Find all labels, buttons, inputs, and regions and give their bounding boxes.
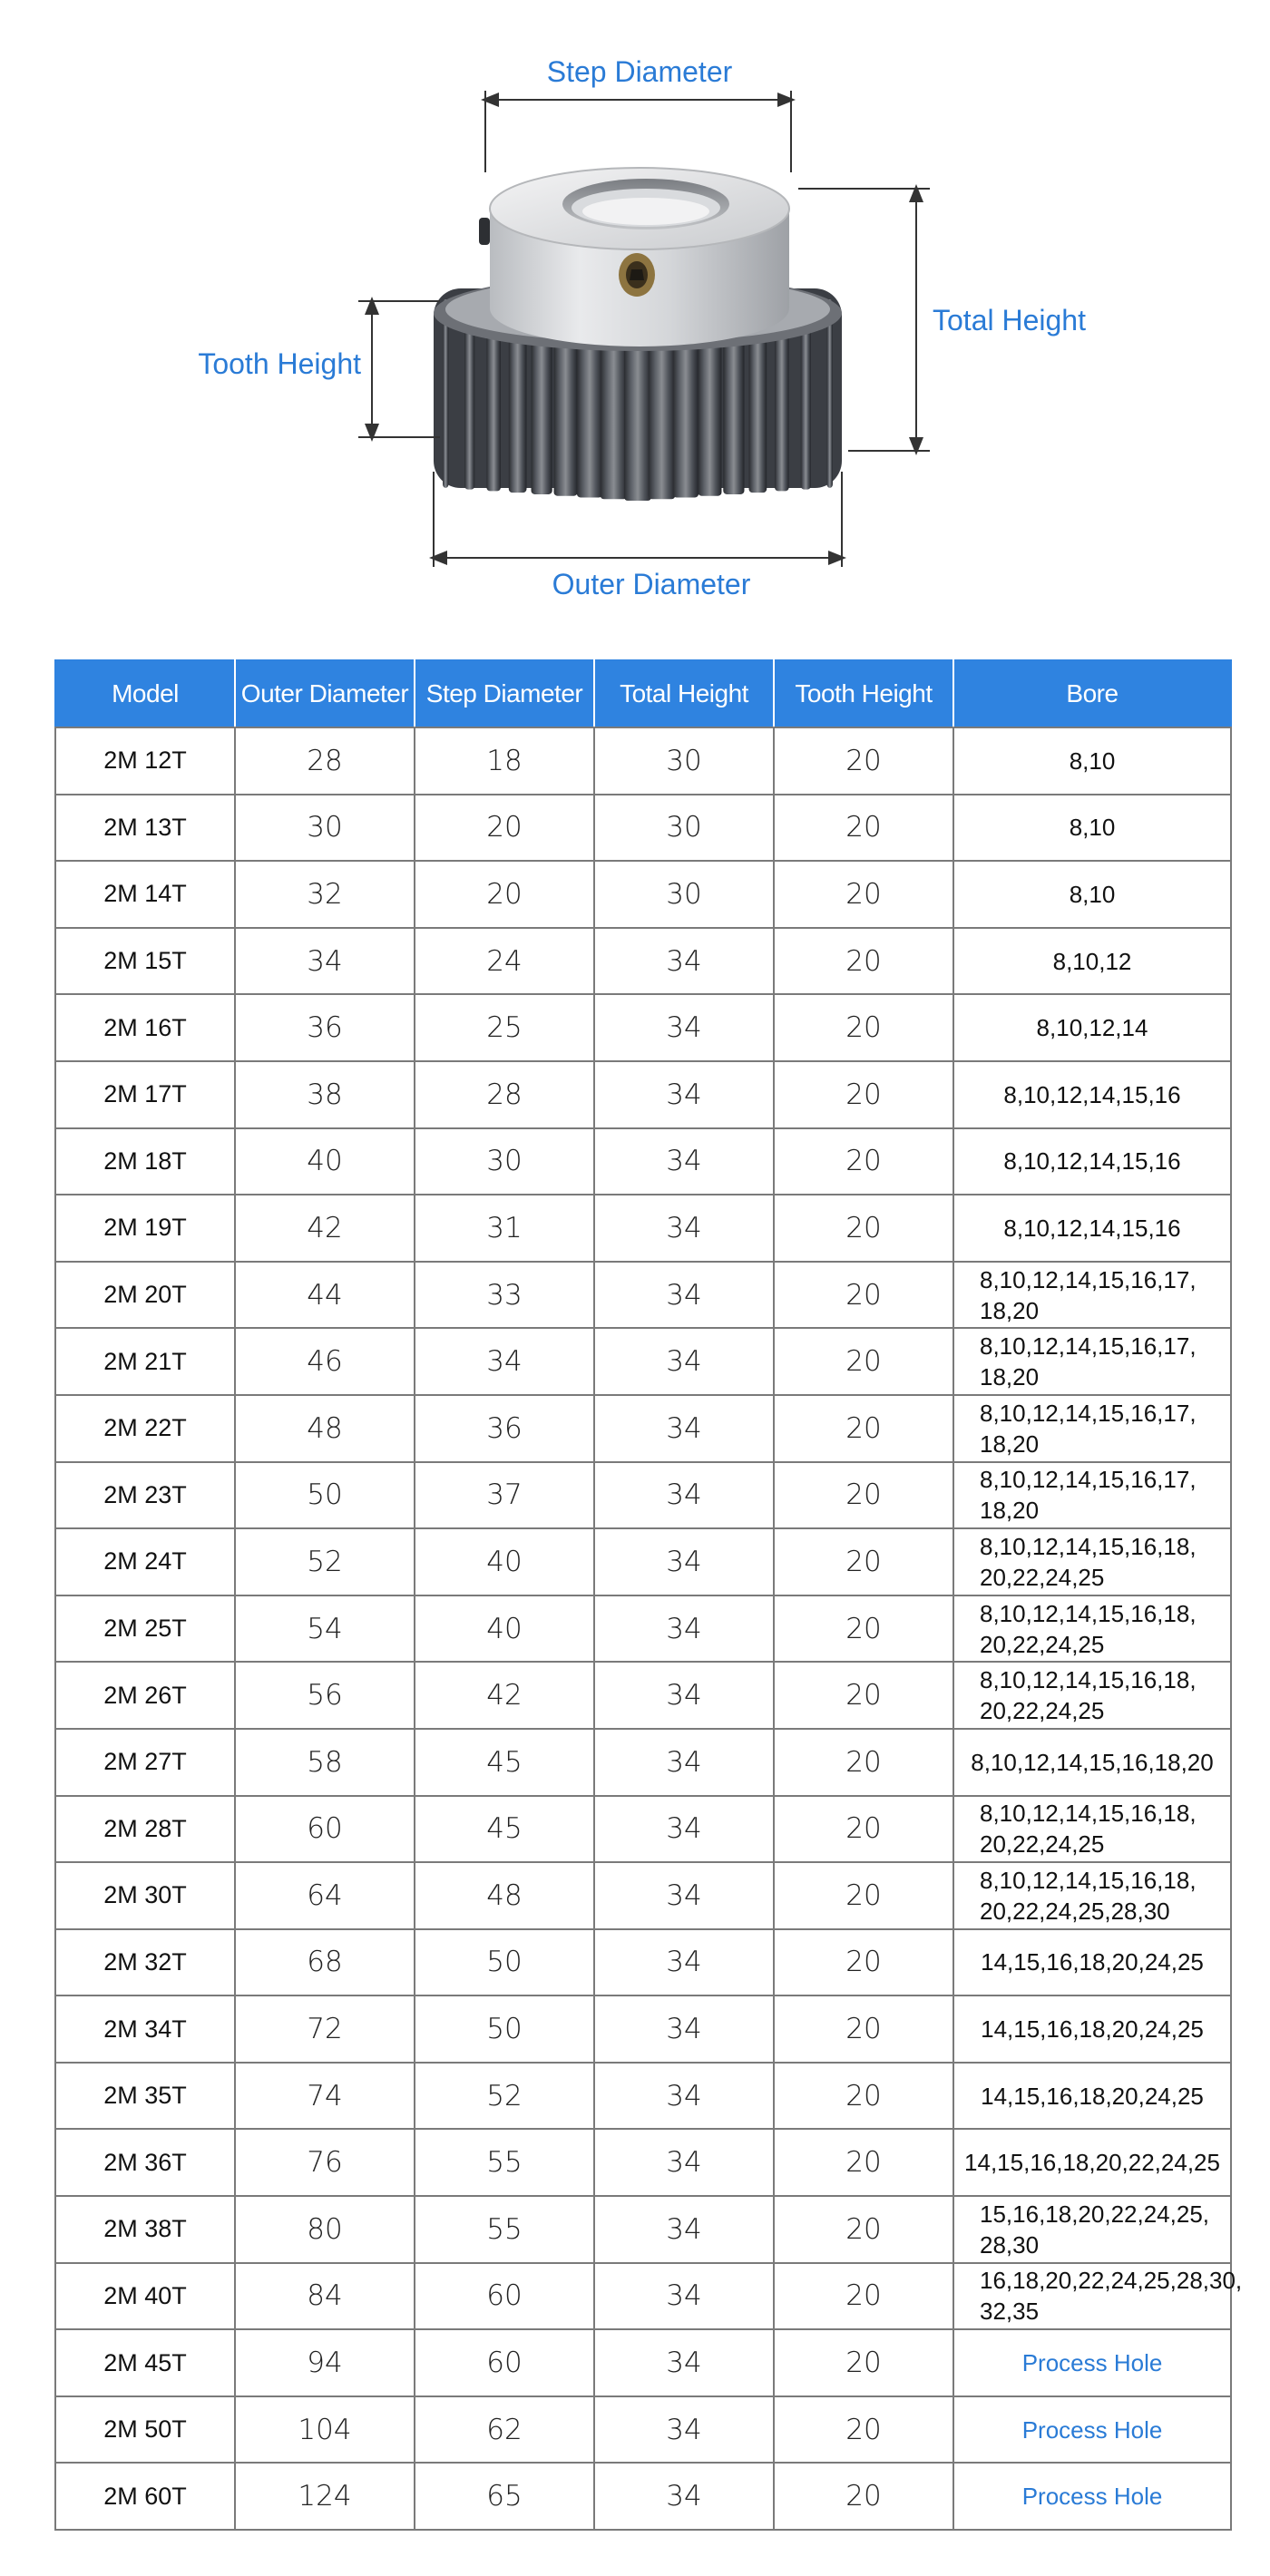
model-cell: 2M 12T — [55, 727, 235, 795]
tooth-height-cell: 20 — [774, 727, 953, 795]
bore-value: 20,22,24,25 — [980, 1630, 1105, 1658]
total-height-cell: 34 — [594, 2396, 774, 2464]
bore-value: 8,10,12,14,15,16,17, — [980, 1466, 1197, 1494]
step-diameter-cell: 42 — [415, 1662, 594, 1729]
outer-diameter-cell: 84 — [235, 2263, 415, 2330]
model-cell: 2M 28T — [55, 1796, 235, 1863]
bore-cell — [953, 2129, 1231, 2196]
table-row — [55, 2129, 1231, 2196]
table-row — [55, 727, 1231, 795]
outer-diameter-cell: 36 — [235, 994, 415, 1061]
model-cell: 2M 40T — [55, 2263, 235, 2330]
gear-dimension-diagram — [0, 0, 1270, 635]
bore-value: 32,35 — [980, 2298, 1040, 2326]
table-row — [55, 1862, 1231, 1929]
step-diameter-cell: 24 — [415, 928, 594, 995]
table-row — [55, 1195, 1231, 1262]
bore-cell — [953, 1528, 1231, 1595]
bore-cell — [953, 1262, 1231, 1329]
tooth-height-cell: 20 — [774, 1128, 953, 1195]
outer-diameter-cell: 38 — [235, 1061, 415, 1128]
model-cell: 2M 22T — [55, 1395, 235, 1462]
table-row — [55, 1328, 1231, 1395]
step-diameter-cell: 60 — [415, 2263, 594, 2330]
bore-cell — [953, 1929, 1231, 1996]
table-row — [55, 928, 1231, 995]
table-row — [55, 1929, 1231, 1996]
total-height-cell: 34 — [594, 1796, 774, 1863]
bore-value: 8,10,12,14,15,16,17, — [980, 1265, 1197, 1293]
bore-value: 8,10,12,14 — [1036, 1014, 1148, 1042]
header-outer-diameter: Outer Diameter — [235, 660, 415, 727]
model-cell: 2M 30T — [55, 1862, 235, 1929]
gear-tooth — [827, 299, 833, 488]
table-row — [55, 1128, 1231, 1195]
model-cell: 2M 15T — [55, 928, 235, 995]
table-row — [55, 1462, 1231, 1529]
table-row — [55, 1796, 1231, 1863]
model-cell: 2M 16T — [55, 994, 235, 1061]
bore-value: Process Hole — [1021, 2415, 1163, 2444]
table-row — [55, 2196, 1231, 2263]
step-diameter-cell: 20 — [415, 795, 594, 862]
model-cell: 2M 18T — [55, 1128, 235, 1195]
bore-value: 8,10,12,14,15,16 — [1003, 1080, 1181, 1108]
total-height-cell: 34 — [594, 1729, 774, 1796]
tooth-height-cell: 20 — [774, 1995, 953, 2063]
outer-diameter-cell: 44 — [235, 1262, 415, 1329]
model-cell: 2M 25T — [55, 1595, 235, 1663]
tooth-height-cell: 20 — [774, 928, 953, 995]
header-bore: Bore — [953, 660, 1231, 727]
tooth-height-cell: 20 — [774, 1462, 953, 1529]
step-diameter-cell: 50 — [415, 1995, 594, 2063]
total-height-cell: 34 — [594, 1128, 774, 1195]
model-cell: 2M 35T — [55, 2063, 235, 2130]
outer-diameter-cell: 76 — [235, 2129, 415, 2196]
bore-cell — [953, 2263, 1243, 2330]
step-diameter-cell: 31 — [415, 1195, 594, 1262]
bore-value: 8,10,12,14,15,16,18, — [980, 1666, 1197, 1694]
total-height-cell: 34 — [594, 1528, 774, 1595]
tooth-height-cell: 20 — [774, 1729, 953, 1796]
outer-diameter-cell: 54 — [235, 1595, 415, 1663]
outer-diameter-cell: 68 — [235, 1929, 415, 1996]
step-diameter-cell: 48 — [415, 1862, 594, 1929]
bore-value: 8,10,12,14,15,16 — [1003, 1147, 1181, 1176]
tooth-height-cell: 20 — [774, 2463, 953, 2530]
bore-cell — [953, 2463, 1231, 2530]
bore-value: 8,10,12,14,15,16,17, — [980, 1332, 1197, 1361]
model-cell: 2M 34T — [55, 1995, 235, 2063]
model-cell: 2M 19T — [55, 1195, 235, 1262]
outer-diameter-cell: 74 — [235, 2063, 415, 2130]
gear-tooth — [443, 299, 448, 488]
bore-value: 8,10,12,14,15,16,18, — [980, 1532, 1197, 1560]
bore-cell — [953, 1061, 1231, 1128]
bore-cell — [953, 1729, 1231, 1796]
step-diameter-cell: 55 — [415, 2196, 594, 2263]
bore-cell — [953, 1862, 1231, 1929]
bore-value: 14,15,16,18,20,24,25 — [981, 1948, 1204, 1976]
total-height-cell: 34 — [594, 1328, 774, 1395]
table-row — [55, 1729, 1231, 1796]
total-height-cell: 30 — [594, 861, 774, 928]
bore-value: 8,10,12,14,15,16 — [1003, 1214, 1181, 1242]
model-cell: 2M 36T — [55, 2129, 235, 2196]
bore-value: Process Hole — [1021, 2349, 1163, 2377]
step-diameter-cell: 20 — [415, 861, 594, 928]
step-diameter-cell: 45 — [415, 1729, 594, 1796]
table-row — [55, 2329, 1231, 2396]
bore-cell — [953, 1195, 1231, 1262]
bore-value: 20,22,24,25,28,30 — [980, 1897, 1170, 1925]
tooth-height-cell: 20 — [774, 1595, 953, 1663]
step-diameter-cell: 30 — [415, 1128, 594, 1195]
tooth-height-cell: 20 — [774, 1061, 953, 1128]
bore-value: 14,15,16,18,20,24,25 — [981, 2082, 1204, 2110]
bore-cell — [953, 994, 1231, 1061]
outer-diameter-cell: 32 — [235, 861, 415, 928]
outer-diameter-cell: 64 — [235, 1862, 415, 1929]
spec-table-body — [55, 727, 1243, 2530]
outer-diameter-cell: 48 — [235, 1395, 415, 1462]
step-diameter-cell: 33 — [415, 1262, 594, 1329]
set-screw-icon — [619, 253, 655, 297]
outer-diameter-cell: 40 — [235, 1128, 415, 1195]
outer-diameter-cell: 104 — [235, 2396, 415, 2464]
bore-value: 14,15,16,18,20,24,25 — [981, 2015, 1204, 2044]
bore-value: 8,10,12,14,15,16,18, — [980, 1800, 1197, 1828]
bore-value: 18,20 — [980, 1363, 1040, 1391]
total-height-cell: 34 — [594, 1862, 774, 1929]
bore-value: 8,10,12,14,15,16,18, — [980, 1599, 1197, 1627]
header-total-height: Total Height — [594, 660, 774, 727]
table-header-row — [55, 660, 1231, 727]
step-diameter-cell: 25 — [415, 994, 594, 1061]
bore-value: 8,10,12 — [1052, 947, 1132, 975]
model-cell: 2M 27T — [55, 1729, 235, 1796]
total-height-cell: 34 — [594, 2263, 774, 2330]
bore-cell — [953, 2063, 1231, 2130]
bore-cell — [953, 1796, 1231, 1863]
table-row — [55, 994, 1231, 1061]
bore-value: 20,22,24,25 — [980, 1697, 1105, 1725]
outer-diameter-cell: 94 — [235, 2329, 415, 2396]
table-row — [55, 1595, 1231, 1663]
outer-diameter-cell: 60 — [235, 1796, 415, 1863]
tooth-height-cell: 20 — [774, 1796, 953, 1863]
tooth-height-cell: 20 — [774, 1862, 953, 1929]
step-diameter-label: Step Diameter — [546, 55, 733, 88]
bore-cell — [953, 2396, 1231, 2464]
outer-diameter-cell: 50 — [235, 1462, 415, 1529]
total-height-cell: 34 — [594, 2129, 774, 2196]
tooth-height-cell: 20 — [774, 2063, 953, 2130]
tooth-height-cell: 20 — [774, 1528, 953, 1595]
bore-value: 18,20 — [980, 1429, 1040, 1458]
total-height-cell: 34 — [594, 1262, 774, 1329]
total-height-cell: 34 — [594, 1595, 774, 1663]
outer-diameter-cell: 46 — [235, 1328, 415, 1395]
bore-cell — [953, 2329, 1231, 2396]
step-diameter-cell: 65 — [415, 2463, 594, 2530]
step-diameter-cell: 62 — [415, 2396, 594, 2464]
bore-value: 15,16,18,20,22,24,25, — [980, 2200, 1210, 2228]
bore-cell — [953, 1462, 1231, 1529]
bore-value: 18,20 — [980, 1497, 1040, 1525]
step-diameter-cell: 28 — [415, 1061, 594, 1128]
step-diameter-cell: 40 — [415, 1595, 594, 1663]
model-cell: 2M 23T — [55, 1462, 235, 1529]
step-diameter-cell: 36 — [415, 1395, 594, 1462]
bore-cell — [953, 928, 1231, 995]
step-diameter-cell: 40 — [415, 1528, 594, 1595]
step-diameter-cell: 37 — [415, 1462, 594, 1529]
total-height-cell: 30 — [594, 795, 774, 862]
bore-cell — [953, 1128, 1231, 1195]
total-height-cell: 34 — [594, 2463, 774, 2530]
outer-diameter-cell: 58 — [235, 1729, 415, 1796]
model-cell: 2M 60T — [55, 2463, 235, 2530]
table-row — [55, 1995, 1231, 2063]
tooth-height-cell: 20 — [774, 1929, 953, 1996]
tooth-height-cell: 20 — [774, 1262, 953, 1329]
tooth-height-label: Tooth Height — [198, 347, 361, 380]
outer-diameter-cell: 34 — [235, 928, 415, 995]
total-height-cell: 34 — [594, 2329, 774, 2396]
tooth-height-cell: 20 — [774, 1395, 953, 1462]
step-diameter-cell: 50 — [415, 1929, 594, 1996]
total-height-cell: 34 — [594, 1662, 774, 1729]
total-height-cell: 34 — [594, 928, 774, 995]
bore-cell — [953, 1662, 1231, 1729]
step-diameter-cell: 55 — [415, 2129, 594, 2196]
bore-cell — [953, 1328, 1231, 1395]
total-height-cell: 34 — [594, 1462, 774, 1529]
total-height-cell: 34 — [594, 2063, 774, 2130]
step-diameter-cell: 60 — [415, 2329, 594, 2396]
table-row — [55, 1262, 1231, 1329]
tooth-height-cell: 20 — [774, 1662, 953, 1729]
bore-value: 8,10,12,14,15,16,18,20 — [971, 1748, 1214, 1776]
outer-diameter-cell: 72 — [235, 1995, 415, 2063]
tooth-height-cell: 20 — [774, 1328, 953, 1395]
bore-cell — [953, 727, 1231, 795]
gear-hub — [479, 168, 789, 346]
step-diameter-cell: 45 — [415, 1796, 594, 1863]
bore-cell — [953, 1395, 1231, 1462]
bore-value: 8,10,12,14,15,16,17, — [980, 1399, 1197, 1427]
bore-value: 20,22,24,25 — [980, 1563, 1105, 1591]
bore-cell — [953, 795, 1231, 862]
bore-value: 16,18,20,22,24,25,28,30, — [980, 2267, 1243, 2295]
bore-value: 8,10 — [1069, 880, 1116, 908]
bore-cell — [953, 1995, 1231, 2063]
tooth-height-cell: 20 — [774, 1195, 953, 1262]
tooth-height-cell: 20 — [774, 2196, 953, 2263]
outer-diameter-cell: 56 — [235, 1662, 415, 1729]
tooth-height-cell: 20 — [774, 861, 953, 928]
bore-value: 20,22,24,25 — [980, 1830, 1105, 1859]
model-cell: 2M 50T — [55, 2396, 235, 2464]
model-cell: 2M 26T — [55, 1662, 235, 1729]
header-step-diameter: Step Diameter — [415, 660, 594, 727]
total-height-cell: 30 — [594, 727, 774, 795]
model-cell: 2M 32T — [55, 1929, 235, 1996]
header-tooth-height: Tooth Height — [774, 660, 953, 727]
outer-diameter-cell: 80 — [235, 2196, 415, 2263]
model-cell: 2M 17T — [55, 1061, 235, 1128]
bore-value: 18,20 — [980, 1296, 1040, 1324]
tooth-height-cell: 20 — [774, 994, 953, 1061]
model-cell: 2M 45T — [55, 2329, 235, 2396]
bore-value: 8,10 — [1069, 814, 1116, 842]
bore-cell — [953, 1595, 1231, 1663]
step-diameter-cell: 52 — [415, 2063, 594, 2130]
model-cell: 2M 38T — [55, 2196, 235, 2263]
total-height-label: Total Height — [933, 304, 1086, 337]
table-row — [55, 1662, 1231, 1729]
outer-diameter-cell: 52 — [235, 1528, 415, 1595]
bore-cell — [953, 2196, 1231, 2263]
spec-table — [54, 659, 1243, 2531]
outer-diameter-label: Outer Diameter — [552, 568, 751, 600]
tooth-height-cell: 20 — [774, 2263, 953, 2330]
table-row — [55, 2396, 1231, 2464]
bore-value: 28,30 — [980, 2230, 1040, 2259]
table-row — [55, 861, 1231, 928]
total-height-cell: 34 — [594, 2196, 774, 2263]
outer-diameter-cell: 124 — [235, 2463, 415, 2530]
tooth-height-cell: 20 — [774, 2396, 953, 2464]
bore-value: 8,10 — [1069, 746, 1116, 775]
model-cell: 2M 20T — [55, 1262, 235, 1329]
total-height-cell: 34 — [594, 1395, 774, 1462]
outer-diameter-cell: 28 — [235, 727, 415, 795]
table-row — [55, 795, 1231, 862]
table-row — [55, 2463, 1231, 2530]
bore-cell — [953, 861, 1231, 928]
total-height-cell: 34 — [594, 1929, 774, 1996]
table-row — [55, 1528, 1231, 1595]
bore-value: 8,10,12,14,15,16,18, — [980, 1866, 1197, 1894]
step-diameter-cell: 18 — [415, 727, 594, 795]
model-cell: 2M 14T — [55, 861, 235, 928]
model-cell: 2M 21T — [55, 1328, 235, 1395]
total-height-cell: 34 — [594, 1061, 774, 1128]
header-model: Model — [55, 660, 235, 727]
table-row — [55, 2063, 1231, 2130]
tooth-height-cell: 20 — [774, 795, 953, 862]
outer-diameter-cell: 42 — [235, 1195, 415, 1262]
model-cell: 2M 13T — [55, 795, 235, 862]
table-row — [55, 1061, 1231, 1128]
outer-diameter-cell: 30 — [235, 795, 415, 862]
tooth-height-cell: 20 — [774, 2329, 953, 2396]
model-cell: 2M 24T — [55, 1528, 235, 1595]
step-diameter-cell: 34 — [415, 1328, 594, 1395]
total-height-cell: 34 — [594, 1195, 774, 1262]
bore-value: 14,15,16,18,20,22,24,25 — [964, 2149, 1220, 2177]
tooth-height-cell: 20 — [774, 2129, 953, 2196]
table-row — [55, 2263, 1231, 2330]
total-height-cell: 34 — [594, 1995, 774, 2063]
total-height-cell: 34 — [594, 994, 774, 1061]
table-row — [55, 1395, 1231, 1462]
bore-value: Process Hole — [1021, 2483, 1163, 2511]
